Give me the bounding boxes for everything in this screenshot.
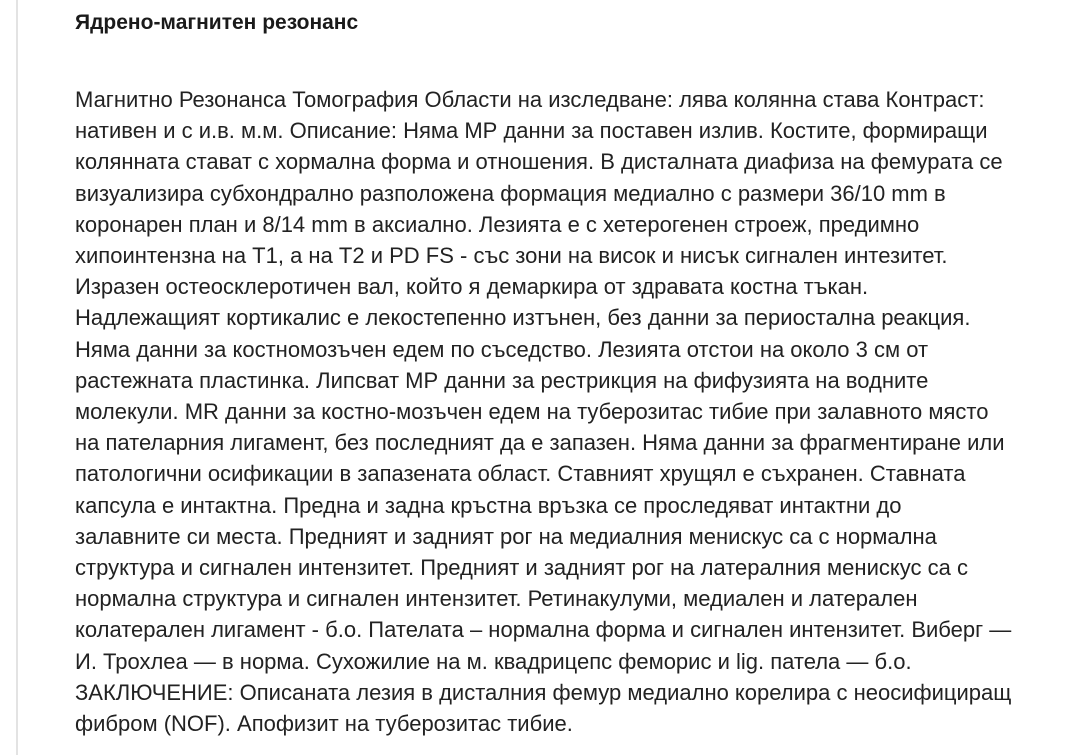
- report-line: нативен и с и.в. м.м. Описание: Няма МР данни за поставен излив. Костите, формиращи: [75, 118, 988, 144]
- report-line: на пателарния лигамент, без последният да е запазен. Няма данни за фрагментиране или: [75, 430, 1005, 456]
- report-line: капсула е интактна. Предна и задна кръстна връзка се проследяват интактни до: [75, 492, 902, 518]
- report-line: Надлежащият кортикалис е лекостепенно изтънен, без данни за периостална реакция.: [75, 305, 971, 331]
- report-line: залавните си места. Предният и задният рог на медиалния менискус са с нормална: [75, 523, 937, 549]
- report-line: визуализира субхондрално разположена формация медиално с размери 36/10 mm в: [75, 180, 946, 206]
- report-line: структура и сигнален интензитет. Предният и задният рог на латералния менискус са с: [75, 555, 968, 581]
- report-line: растежната пластинка. Липсват МР данни за рестрикция на фифузията на водните: [75, 367, 929, 393]
- report-line: Изразен остеосклеротичен вал, който я демаркира от здравата костна тъкан.: [75, 274, 869, 300]
- report-line: фибром (NOF). Апофизит на туберозитас тибие.: [75, 711, 573, 737]
- report-line: ЗАКЛЮЧЕНИЕ: Описаната лезия в дисталния фемур медиално корелира с неосифициращ: [75, 679, 1012, 705]
- report-line: нормална структура и сигнален интензитет. Ретинакулуми, медиален и латерален: [75, 586, 918, 612]
- left-margin-rule: [16, 0, 18, 755]
- report-line: патологични осификации в запазената област. Ставният хрущял е съхранен. Ставната: [75, 461, 966, 487]
- report-line: И. Трохлеа — в норма. Сухожилие на м. квадрицепс феморис и lig. патела — б.о.: [75, 648, 912, 674]
- report-line: колянната стават с хормална форма и отношения. В дисталната диафиза на фемурата се: [75, 149, 1003, 175]
- report-line: Магнитно Резонанса Томография Области на изследване: лява колянна става Контраст:: [75, 87, 985, 112]
- document-title: Ядрено-магнитен резонанс: [75, 11, 359, 34]
- report-line: молекули. MR данни за костно-мозъчен едем на туберозитас тибие при залавното място: [75, 399, 989, 425]
- report-line: коронарен план и 8/14 mm в аксиално. Лезията е с хетерогенен строеж, предимно: [75, 211, 920, 237]
- report-body: [75, 84, 1075, 739]
- report-line: колатерален лигамент - б.о. Пателата – нормална форма и сигнален интензитет. Виберг —: [75, 617, 1012, 643]
- report-line: Няма данни за костномозъчен едем по съседство. Лезията отстои на около 3 см от: [75, 336, 929, 362]
- report-line: хипоинтензна на Т1, а на Т2 и PD FS - със зони на висок и нисък сигнален интезитет.: [75, 243, 948, 269]
